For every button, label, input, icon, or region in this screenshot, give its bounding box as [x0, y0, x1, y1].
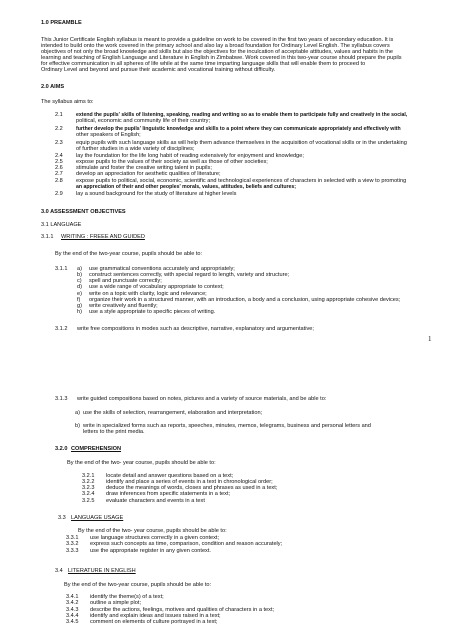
aim-number: 2.4: [55, 153, 63, 159]
aims-intro: The syllabus aims to:: [41, 99, 94, 105]
item-text: draw inferences from specific statements in a text;: [106, 491, 231, 497]
item-number: 3.4.4: [66, 613, 79, 619]
item-text: organize their work in a structured manner, with an introduction, a body and a conclusion, using appropriate cohesive devices;: [89, 297, 401, 303]
aims-heading: 2.0 AIMS: [41, 84, 65, 90]
aim-text: extend the pupils' skills of listening, speaking, reading and writing so as to enable them to participate fully and creatively in the social,: [76, 112, 408, 118]
aim-number: 2.1: [55, 112, 63, 118]
item-text: construct sentences correctly, with special regard to length, variety and structure;: [89, 272, 290, 278]
item-letter: a): [75, 410, 80, 416]
item-number: 3.2.1: [82, 473, 95, 479]
aim-text: other speakers of English;: [76, 132, 141, 138]
aim-text: expose pupils to the values of their society as well as those of other societies;: [76, 159, 268, 165]
item-text: identify and explain ideas and issues raised in a text;: [90, 613, 221, 619]
preamble-heading: 1.0 PREAMBLE: [41, 20, 82, 26]
aim-number: 2.6: [55, 165, 63, 171]
item-text: use the skills of selection, rearrangement, elaboration and interpretation;: [83, 410, 263, 416]
item-letter: a): [77, 266, 82, 272]
aim-text: lay the foundation for the life long habit of reading extensively for enjoyment and knowledge;: [76, 153, 304, 159]
item-text: use grammatical conventions accurately and appropriately;: [89, 266, 235, 272]
item-text: identify the theme(s) of a text;: [90, 594, 164, 600]
preamble-line: for effective communication in all spheres of life while at the same time imparting language skills that will enable them to proceed to: [41, 61, 366, 67]
item-text: identify and place a series of events in a text in chronological order;: [106, 479, 273, 485]
preamble-line: intended to build onto the work covered in the primary school and also lay a broad foundation for Ordinary Level English. The syllabus covers: [41, 43, 390, 49]
aim-number: 2.7: [55, 171, 63, 177]
literature-heading: LITERATURE IN ENGLISH: [68, 568, 136, 574]
item-letter: g): [77, 303, 82, 309]
item-text: letters to the print media.: [83, 429, 145, 435]
item-number: 3.3.3: [66, 548, 79, 554]
aim-number: 2.2: [55, 126, 63, 132]
section-number: 3.1.1: [55, 266, 68, 272]
item-number: 3.3.1: [66, 535, 79, 541]
item-letter: c): [77, 278, 82, 284]
aim-text: equip pupils with such language skills as will help them advance themselves in the acquisition of vocational skills or in the undertaking: [76, 140, 407, 146]
section-number: 3.1.1: [41, 234, 54, 240]
item-number: 3.2.2: [82, 479, 95, 485]
item-text: write free compositions in modes such as descriptive, narrative, explanatory and argumentative;: [77, 326, 314, 332]
item-number: 3.4.3: [66, 607, 79, 613]
item-text: write on a topic with clarity, logic and relevance;: [89, 291, 207, 297]
item-letter: b): [75, 423, 80, 429]
aim-text: further develop the pupils' linguistic knowledge and skills to a point where they can communicate appropriately and effectively with: [76, 126, 401, 132]
item-text: evaluate characters and events in a text: [106, 498, 205, 504]
item-text: outline a simple plot;: [90, 600, 141, 606]
item-text: spell and punctuate correctly;: [89, 278, 162, 284]
aim-number: 2.8: [55, 178, 63, 184]
item-text: express such concepts as time, comparison, condition and reason accurately;: [90, 541, 283, 547]
preamble-line: Ordinary Level and beyond and pursue their academic and vocational training without difficulty.: [41, 67, 276, 73]
item-text: use language structures correctly in a given context;: [90, 535, 220, 541]
section-number: 3.1.3: [55, 396, 68, 402]
aim-text: of further studies in a wide variety of disciplines;: [76, 146, 195, 152]
aim-number: 2.3: [55, 140, 63, 146]
item-text: use the appropriate register in any given context.: [90, 548, 211, 554]
section-number: 3.1.2: [55, 326, 68, 332]
item-text: write in specialized forms such as reports, speeches, minutes, memos, telegrams, business and personal letters and: [83, 423, 371, 429]
item-number: 3.4.2: [66, 600, 79, 606]
section-number: 3.3: [58, 515, 66, 521]
item-number: 3.3.2: [66, 541, 79, 547]
item-number: 3.2.5: [82, 498, 95, 504]
item-number: 3.2.4: [82, 491, 95, 497]
item-text: use a style appropriate to specific pieces of writing.: [89, 309, 216, 315]
comprehension-intro: By the end of the two- year course, pupils should be able to:: [67, 460, 216, 466]
aim-text: develop an appreciation for aesthetic qualities of literature;: [76, 171, 221, 177]
section-number: 3.2.0: [55, 446, 68, 452]
aim-text: stimulate and foster the creative writing talent in pupils;: [76, 165, 212, 171]
aim-text: political, economic and community life of their country;: [76, 118, 210, 124]
aim-text: lay a sound background for the study of literature at higher levels: [76, 191, 237, 197]
aim-number: 2.5: [55, 159, 63, 165]
preamble-line: objectives of not only the broad knowledge and skills but also the objectives for the inculcation of acceptable attitudes, values and habits in the: [41, 49, 394, 55]
item-number: 3.4.1: [66, 594, 79, 600]
item-number: 3.2.3: [82, 485, 95, 491]
literature-intro: By the end of the two-year course, pupils should be able to:: [64, 582, 212, 588]
item-text: use a wide range of vocabulary appropriate to context;: [89, 284, 224, 290]
item-text: comment on elements of culture portrayed in a text;: [90, 619, 218, 625]
preamble-line: This Junior Certificate English syllabus is meant to provide a guideline on work to be covered in the first two years of secondary education. It is: [41, 37, 394, 43]
aim-number: 2.9: [55, 191, 63, 197]
item-letter: b): [77, 272, 82, 278]
item-letter: d): [77, 284, 82, 290]
assessment-heading: 3.0 ASSESSMENT OBJECTIVES: [41, 209, 126, 215]
item-number: 3.4.5: [66, 619, 79, 625]
preamble-line: learning and teaching of English Language and Literature in English in Zimbabwe. Work covered in this two-year course should prepare the pupils: [41, 55, 402, 61]
page-number: 1: [428, 335, 432, 343]
language-usage-intro: By the end of the two- year course, pupils should be able to:: [78, 528, 227, 534]
writing-heading: WRITING : FREEE AND GUIDED: [61, 234, 145, 240]
item-text: describe the actions, feelings, motives and qualities of characters in a text;: [90, 607, 275, 613]
comprehension-heading: COMPREHENSION: [71, 446, 122, 452]
item-letter: e): [77, 291, 82, 297]
language-usage-heading: LANGUAGE USAGE: [71, 515, 124, 521]
item-text: locate detail and answer questions based on a text;: [106, 473, 234, 479]
section-number: 3.4: [55, 568, 63, 574]
item-letter: h): [77, 309, 82, 315]
item-text: write creatively and fluently;: [89, 303, 158, 309]
language-subheading: 3.1 LANGUAGE: [41, 222, 82, 228]
aim-text: expose pupils to political, social, economic, scientific and technological experiences of characters in selected with a view to promoting: [76, 178, 407, 184]
item-letter: f): [77, 297, 81, 303]
writing-intro: By the end of the two-year course, pupils should be able to:: [55, 251, 203, 257]
item-text: deduce the meanings of words, closes and phrases as used in a text;: [106, 485, 278, 491]
item-text: write guided compositions based on notes, pictures and a variety of source materials, and be able to:: [77, 396, 327, 402]
aim-text: an appreciation of their and other peoples' morals, values, attitudes, beliefs and cultures;: [76, 184, 297, 190]
